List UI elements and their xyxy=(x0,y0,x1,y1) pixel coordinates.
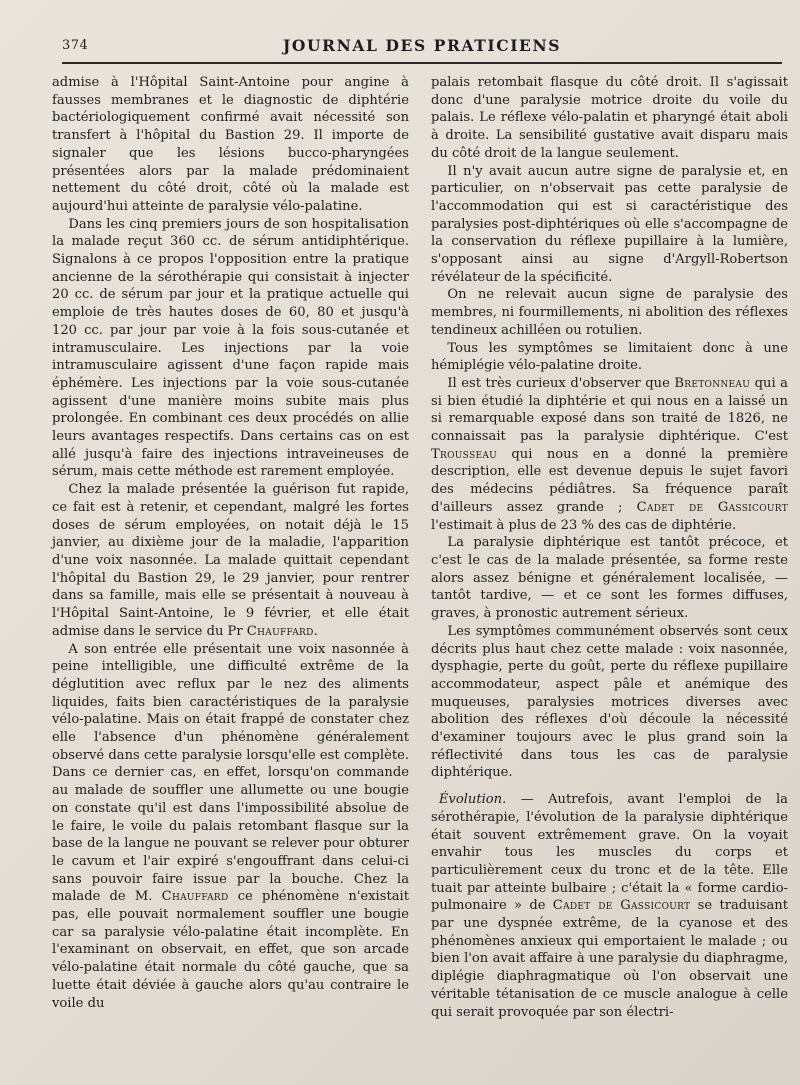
paragraph: La paralysie diphtérique est tantôt précoce, et c'est le cas de la malade présentée, sa forme reste alors assez bénigne et généralement localisée, — tantôt tardive, — et ce sont les formes diffuses, graves, à pronostic autrement sérieux. xyxy=(431,535,788,622)
section-heading: Évolution. xyxy=(438,792,507,808)
right-column xyxy=(431,74,788,1021)
paragraph-text: l'estimait à plus de 23 % des cas de diphtérie. xyxy=(431,517,737,533)
author-name: Cadet de Gassicourt xyxy=(552,898,691,914)
paragraph xyxy=(431,791,788,1021)
paragraph-text: Chez la malade présentée la guérison fut rapide, ce fait est à retenir, et cependant, malgré les fortes doses de sérum employées, on notait déjà le 15 janvier, au dixième jour de la maladie, l'apparition d'une voix nasonnée. La malade quittait cependant l'hôpital du Bastion 29, le 29 janvier, pour rentrer dans sa famille, mais elle se présentait à nouveau à l'Hôpital Saint-Antoine, le 9 février, et elle était admise dans le service du Pr xyxy=(52,482,409,639)
author-name: Cadet de Gassicourt xyxy=(636,499,788,515)
paragraph xyxy=(52,481,409,640)
paragraph: Il n'y avait aucun autre signe de paralysie et, en particulier, on n'observait pas cette paralysie de l'accommodation qui est si caractéristique des paralysies post-diphtériques où elle s'accompagne de la conservation du réflexe pupillaire à la lumière, s'opposant ainsi au signe d'Argyll-Robertson révélateur de la spécificité. xyxy=(431,163,788,285)
paragraph: Les symptômes communément observés sont ceux décrits plus haut chez cette malade : voix nasonnée, dysphagie, perte du goût, perte du réflexe pupillaire accommodateur, aspect pâle et anémique des muqueuses, paralysies motrices diverses avec abolition des réflexes d'où découle la nécessité d'examiner toujours avec le plus grand soin la réflectivité dans tous les cas de paralysie diphtérique. xyxy=(431,623,788,781)
paragraph: On ne relevait aucun signe de paralysie des membres, ni fourmillements, ni abolition des réflexes tendineux achilléen ou rotulien. xyxy=(431,287,788,338)
paragraph-text: ce phénomène n'existait pas, elle pouvait normalement souffler une bougie car sa paralysie vélo-palatine était incomplète. En l'examinant on observait, en effet, que son arcade vélo-palatine était normale du côté gauche, que sa luette était déviée à gauche alors qu'au contraire le voile du xyxy=(52,889,409,1011)
paragraph: palais retombait flasque du côté droit. Il s'agissait donc d'une paralysie motrice droite du voile du palais. Le réflexe vélo-palatin et pharyngé était aboli à droite. La sensibilité gustative avait disparu mais du côté droit de la langue seulement. xyxy=(431,75,788,161)
paragraph xyxy=(52,641,409,1013)
paragraph-text: qui nous en a donné la première description, elle est devenue depuis le sujet favori des médecins pédiâtres. Sa fréquence paraît d'ailleurs assez grande ; xyxy=(431,446,788,515)
paragraph-text: — Autrefois, avant l'emploi de la sérothérapie, l'évolution de la paralysie diphtérique était souvent extrêmement grave. On la voyait envahir tous les muscles du corps et particulièrement ceux du tronc et de la tête. Elle tuait par atteinte bulbaire ; c'était la « forme cardio-pulmonaire » de xyxy=(431,792,788,914)
author-name: Chauffard xyxy=(246,623,314,639)
left-column xyxy=(52,74,409,1021)
paragraph-text: se traduisant par une dyspnée extrême, de la cyanose et des phénomènes anxieux qui emportaient le malade ; ou bien l'on avait affaire à une paralysie du diaphragme, diplégie diaphragmatique où l'on observait une véritable tétanisation de ce muscle analogue à celle qui serait provoquée par son électri- xyxy=(431,898,788,1020)
paragraph: Tous les symptômes se limitaient donc à une hémiplégie vélo-palatine droite. xyxy=(431,340,788,374)
paragraph-text: Il est très curieux d'observer que xyxy=(447,375,675,391)
paragraph-text: A son entrée elle présentait une voix nasonnée à peine intelligible, une difficulté extrême de la déglutition avec reflux par le nez des aliments liquides, faits bien caractéristiques de la paralysie vélo-palatine. Mais on était frappé de constater chez elle l'absence d'un phénomène généralement observé dans cette paralysie lorsqu'elle est complète. Dans ce dernier cas, en effet, lorsqu'on commande au malade de souffler une allumette ou une bougie on constate qu'il est dans l'impossibilité absolue de le faire, le voile du palais retombant flasque sur la base de la langue ne pouvant se relever pour obturer le cavum et l'air expiré s'engouffrant dans celui-ci sans pouvoir faire issue par la bouche. Chez la malade de M. xyxy=(52,641,409,905)
paragraph-text: . xyxy=(313,623,318,639)
paragraph: admise à l'Hôpital Saint-Antoine pour angine à fausses membranes et le diagnostic de diphtérie bactériologiquement confirmé avait nécessité son transfert à l'hôpital du Bastion 29. Il importe de signaler que les lésions bucco-pharyngées présentées alors par la malade prédominaient nettement du côté droit, côté où la malade est aujourd'hui atteinte de paralysie vélo-palatine. xyxy=(52,75,409,214)
paragraph xyxy=(431,375,788,534)
author-name: Chauffard xyxy=(161,889,229,905)
paragraph: Dans les cinq premiers jours de son hospitalisation la malade reçut 360 cc. de sérum antidiphtérique. Signalons à ce propos l'opposition entre la pratique ancienne de la sérothérapie qui consistait à injecter 20 cc. de sérum par jour et la pratique actuelle qui emploie de très hautes doses de 60, 80 et jusqu'à 120 cc. par jour par voie à la fois sous-cutanée et intramusculaire. Les injections par la voie intramusculaire agissent d'une façon rapide mais éphémère. Les injections par la voie sous-cutanée agissent d'une manière moins subite mais plus prolongée. En combinant ces deux procédés on allie leurs avantages respectifs. Dans certains cas on est allé jusqu'à faire des injections intraveineuses de sérum, mais cette méthode est rarement employée. xyxy=(52,216,409,480)
author-name: Bretonneau xyxy=(674,375,751,391)
page-header xyxy=(62,28,782,64)
page-number: 374 xyxy=(62,38,89,53)
journal-title: JOURNAL DES PRATICIENS xyxy=(282,36,562,55)
author-name: Trousseau xyxy=(431,446,498,462)
paragraph-text: qui a si bien étudié la diphtérie et qui nous en a laissé un si remarquable exposé dans son traité de 1826, ne connaissait pas la paralysie diphtérique. C'est xyxy=(431,375,788,445)
text-columns xyxy=(52,74,788,1021)
